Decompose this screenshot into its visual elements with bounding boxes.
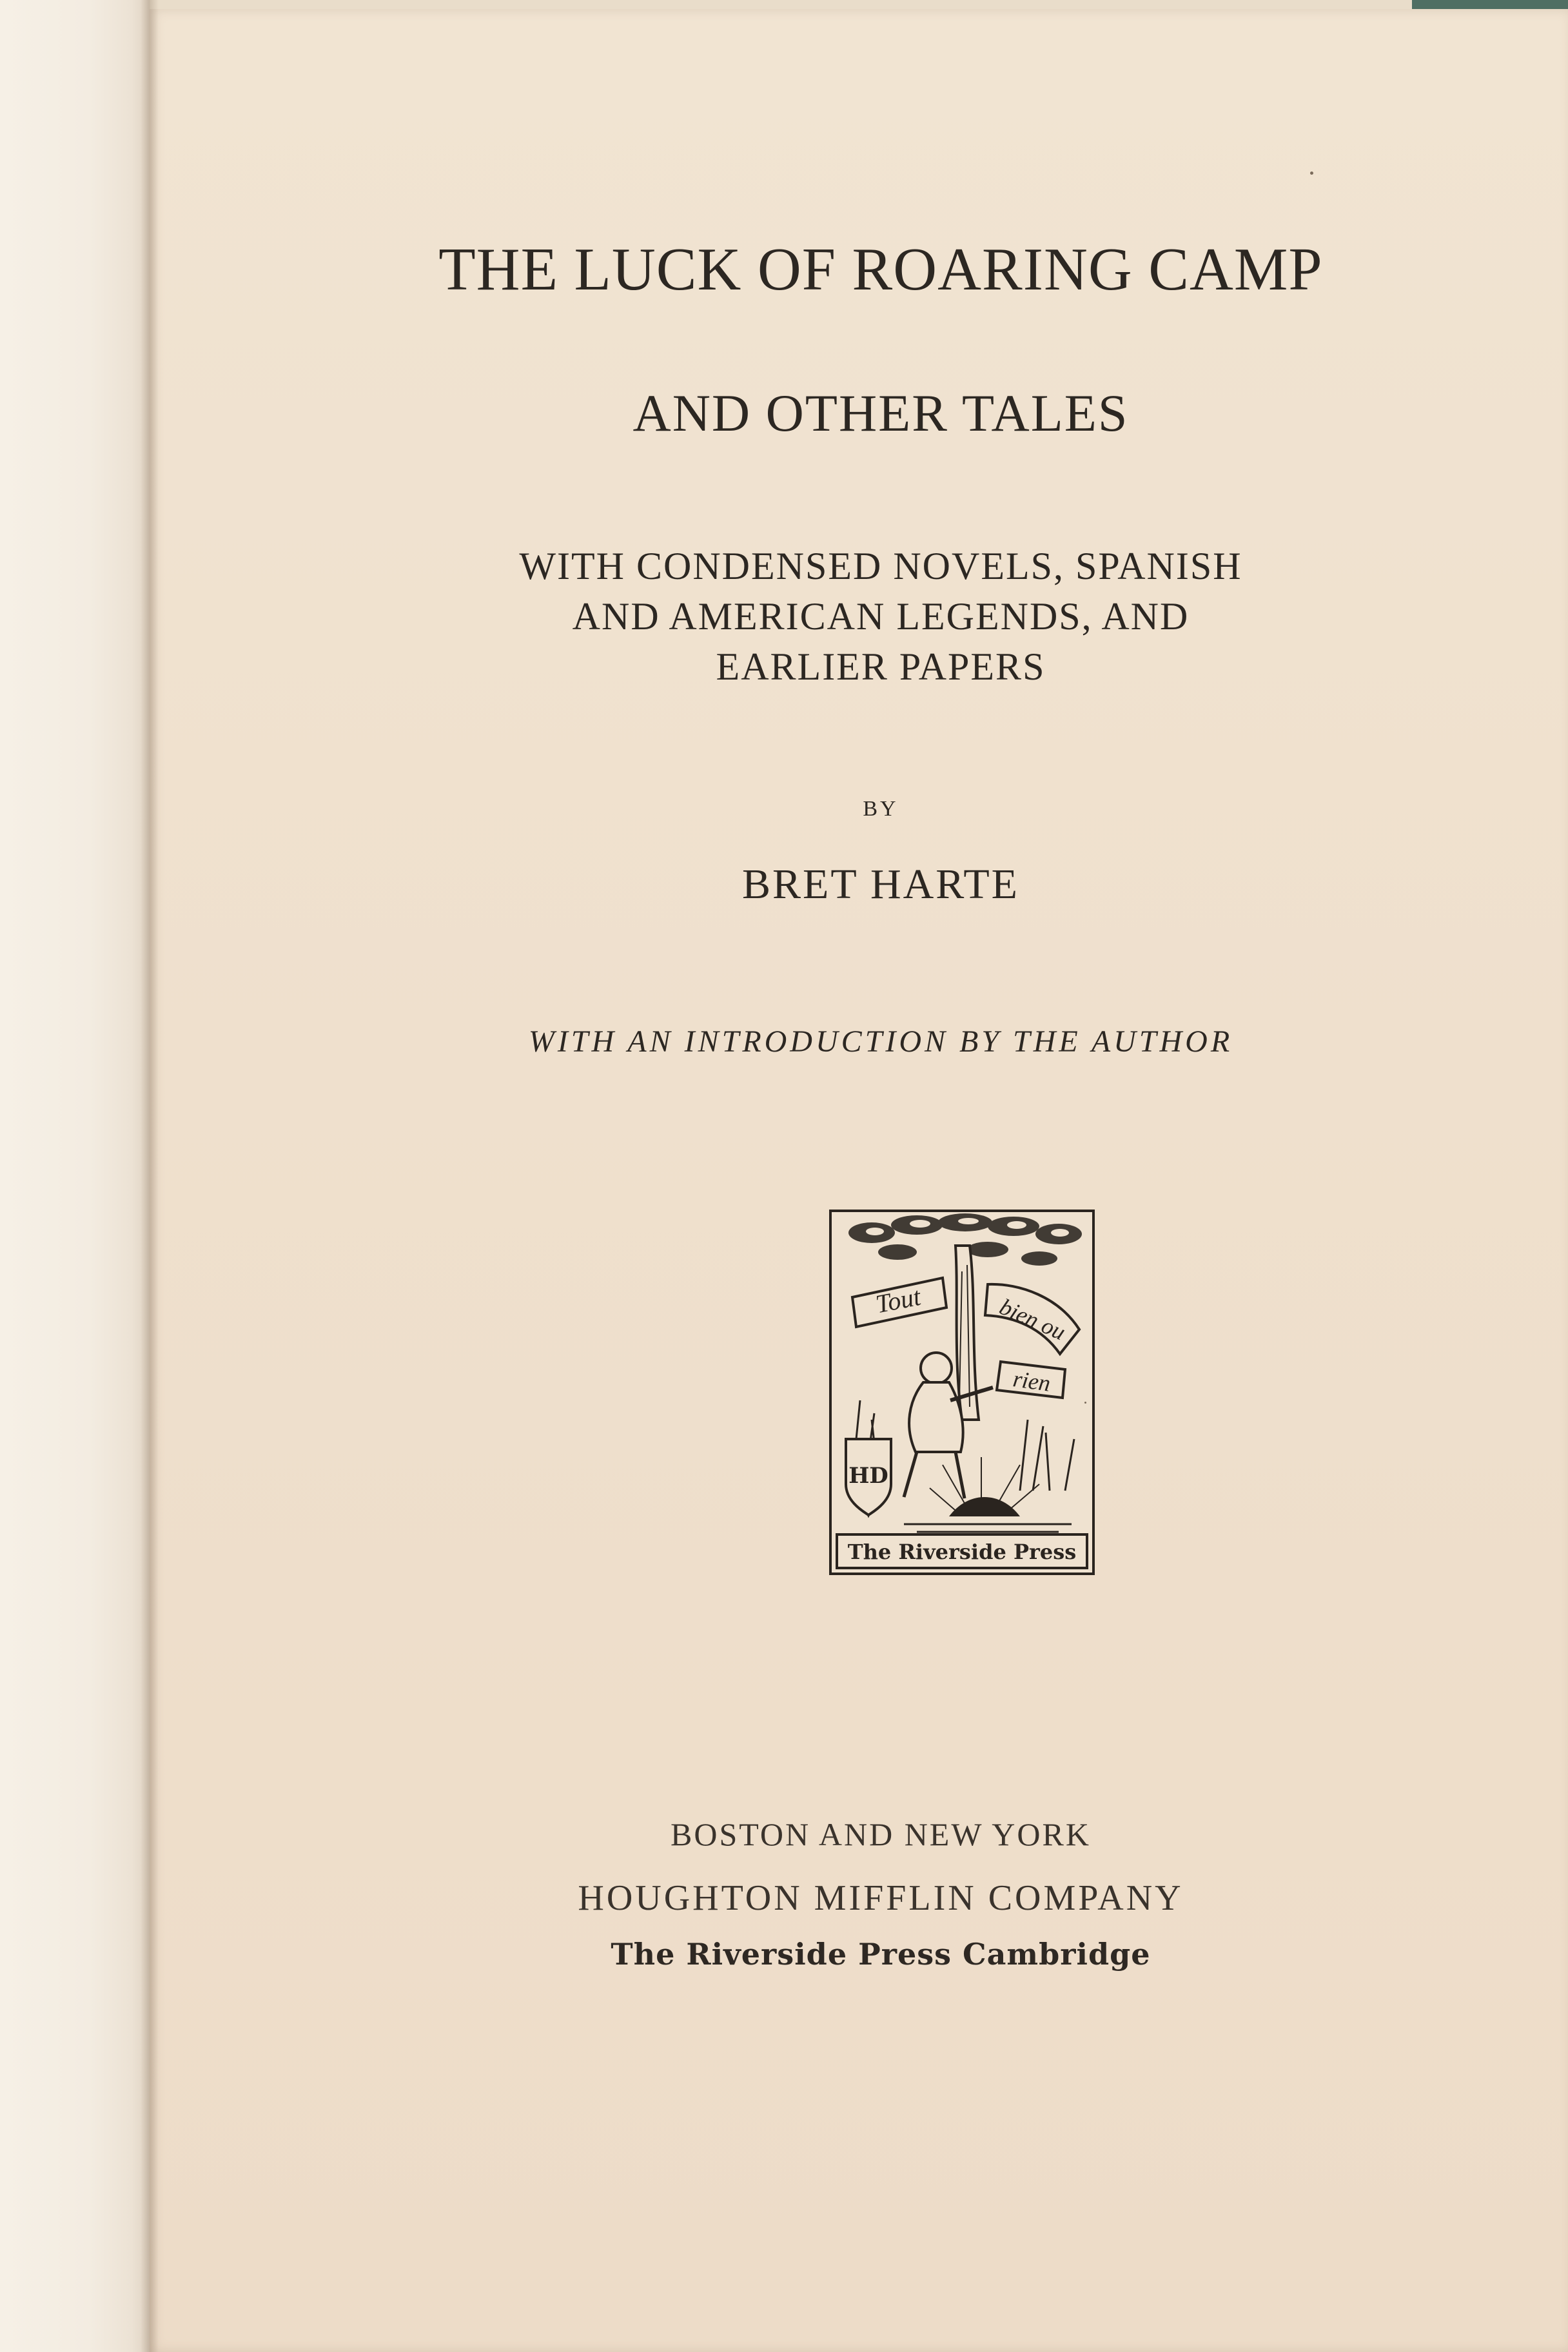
introduction-note: WITH AN INTRODUCTION BY THE AUTHOR [528,1024,1233,1059]
publisher-name: HOUGHTON MIFFLIN COMPANY [578,1878,1184,1918]
book-subtitle: AND OTHER TALES [632,384,1129,442]
mark-caption: The Riverside Press [847,1540,1077,1564]
paper-speck [1310,172,1313,175]
author-name: BRET HARTE [742,861,1019,908]
title-page [150,9,1568,2352]
paper-speck [1084,1402,1086,1404]
book-title: THE LUCK OF ROARING CAMP [438,236,1323,303]
press-imprint: The Riverside Press Cambridge [611,1937,1151,1972]
motto-left: Tout [873,1281,923,1319]
svg-text:HD: HD [848,1463,888,1489]
description-line: AND AMERICAN LEGENDS, AND [572,595,1190,638]
riverside-press-device-icon [827,1207,1097,1578]
motto-right-1: bien ou [995,1293,1070,1346]
description-line: EARLIER PAPERS [716,645,1046,688]
facing-page [0,0,150,2352]
publisher-cities: BOSTON AND NEW YORK [671,1816,1091,1852]
by-label: BY [863,797,899,821]
gutter-shadow [141,0,159,2352]
description-line: WITH CONDENSED NOVELS, SPANISH [519,545,1242,587]
motto-right-2: rien [1011,1366,1052,1396]
printers-mark-drawing [827,1207,1097,1578]
